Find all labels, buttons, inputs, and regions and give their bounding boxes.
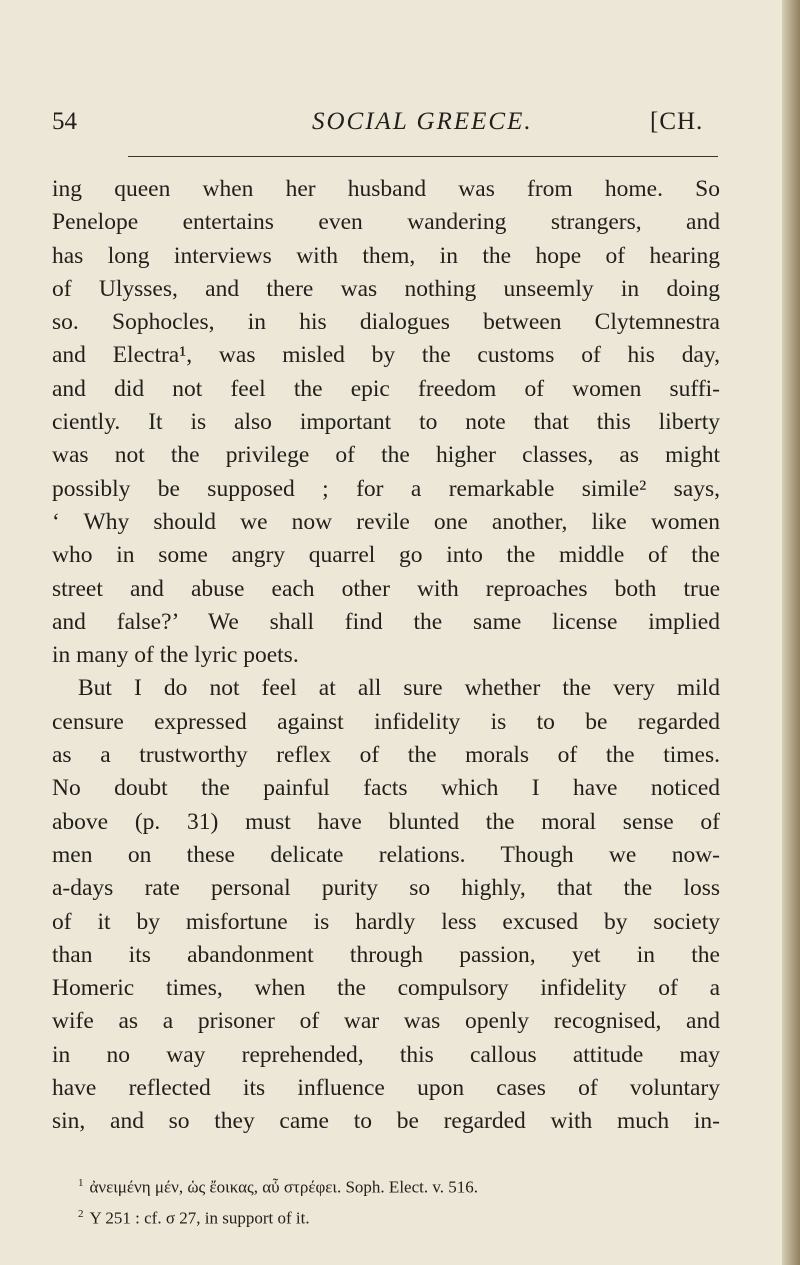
text-line: Penelope entertains even wandering strangers, and bbox=[52, 209, 720, 236]
text-line: in many of the lyric poets. bbox=[52, 642, 299, 669]
text-line: of Ulysses, and there was nothing unseemly in doing bbox=[52, 275, 720, 302]
text-line: so. Sophocles, in his dialogues between Clytemnestra bbox=[52, 309, 720, 336]
header-rule bbox=[128, 156, 718, 157]
running-title: SOCIAL GREECE. bbox=[312, 108, 533, 135]
text-line: and Electra¹, was misled by the customs of his day, bbox=[52, 342, 720, 369]
text-line: wife as a prisoner of war was openly recognised, and bbox=[52, 1008, 720, 1035]
text-line: Homeric times, when the compulsory infidelity of a bbox=[52, 975, 720, 1002]
text-line: But I do not feel at all sure whether the very mild bbox=[78, 675, 720, 702]
text-line: No doubt the painful facts which I have noticed bbox=[52, 775, 720, 802]
text-line: possibly be supposed ; for a remarkable simile² says, bbox=[52, 475, 720, 502]
text-line: and false?’ We shall find the same license implied bbox=[52, 608, 720, 635]
text-line: ciently. It is also important to note that this liberty bbox=[52, 409, 720, 436]
text-line: was not the privilege of the higher classes, as might bbox=[52, 442, 720, 469]
text-line: street and abuse each other with reproaches both true bbox=[52, 575, 720, 602]
text-line: and did not feel the epic freedom of women suffi- bbox=[52, 375, 720, 402]
text-line: censure expressed against infidelity is to be regarded bbox=[52, 708, 720, 735]
page-edge-shadow bbox=[782, 0, 800, 1265]
footnote-mark: 1 bbox=[78, 1177, 84, 1189]
text-line: has long interviews with them, in the hope of hearing bbox=[52, 242, 720, 269]
text-line: than its abandonment through passion, yet in the bbox=[52, 941, 720, 968]
footnote-text: Υ 251 : cf. σ 27, in support of it. bbox=[89, 1208, 310, 1228]
text-line: above (p. 31) must have blunted the moral sense of bbox=[52, 808, 720, 835]
text-line: ‘ Why should we now revile one another, like women bbox=[52, 508, 720, 535]
running-header bbox=[0, 108, 800, 148]
page-number: 54 bbox=[52, 108, 77, 135]
chapter-marker: [CH. bbox=[650, 108, 704, 135]
footnote-mark: 2 bbox=[78, 1207, 84, 1220]
footnotes bbox=[52, 1170, 720, 1231]
footnote bbox=[52, 1170, 720, 1201]
text-line: men on these delicate relations. Though we now- bbox=[52, 841, 720, 868]
text-line: as a trustworthy reflex of the morals of the times. bbox=[52, 742, 720, 769]
text-line: ing queen when her husband was from home. So bbox=[52, 176, 720, 202]
text-line: a-days rate personal purity so highly, that the loss bbox=[52, 875, 720, 902]
footnote bbox=[52, 1201, 720, 1232]
text-line: of it by misfortune is hardly less excused by society bbox=[52, 908, 720, 935]
body-text bbox=[52, 173, 720, 1139]
text-line: in no way reprehended, this callous attitude may bbox=[52, 1041, 720, 1068]
text-line: have reflected its influence upon cases of voluntary bbox=[52, 1075, 720, 1102]
text-line: who in some angry quarrel go into the middle of the bbox=[52, 542, 720, 569]
text-line: sin, and so they came to be regarded with much in- bbox=[52, 1108, 720, 1135]
footnote-text: ἀνειμένη μέν, ὡς ἔοικας, αὖ στρέφει. Soph. Elect. v. 516. bbox=[89, 1177, 479, 1197]
